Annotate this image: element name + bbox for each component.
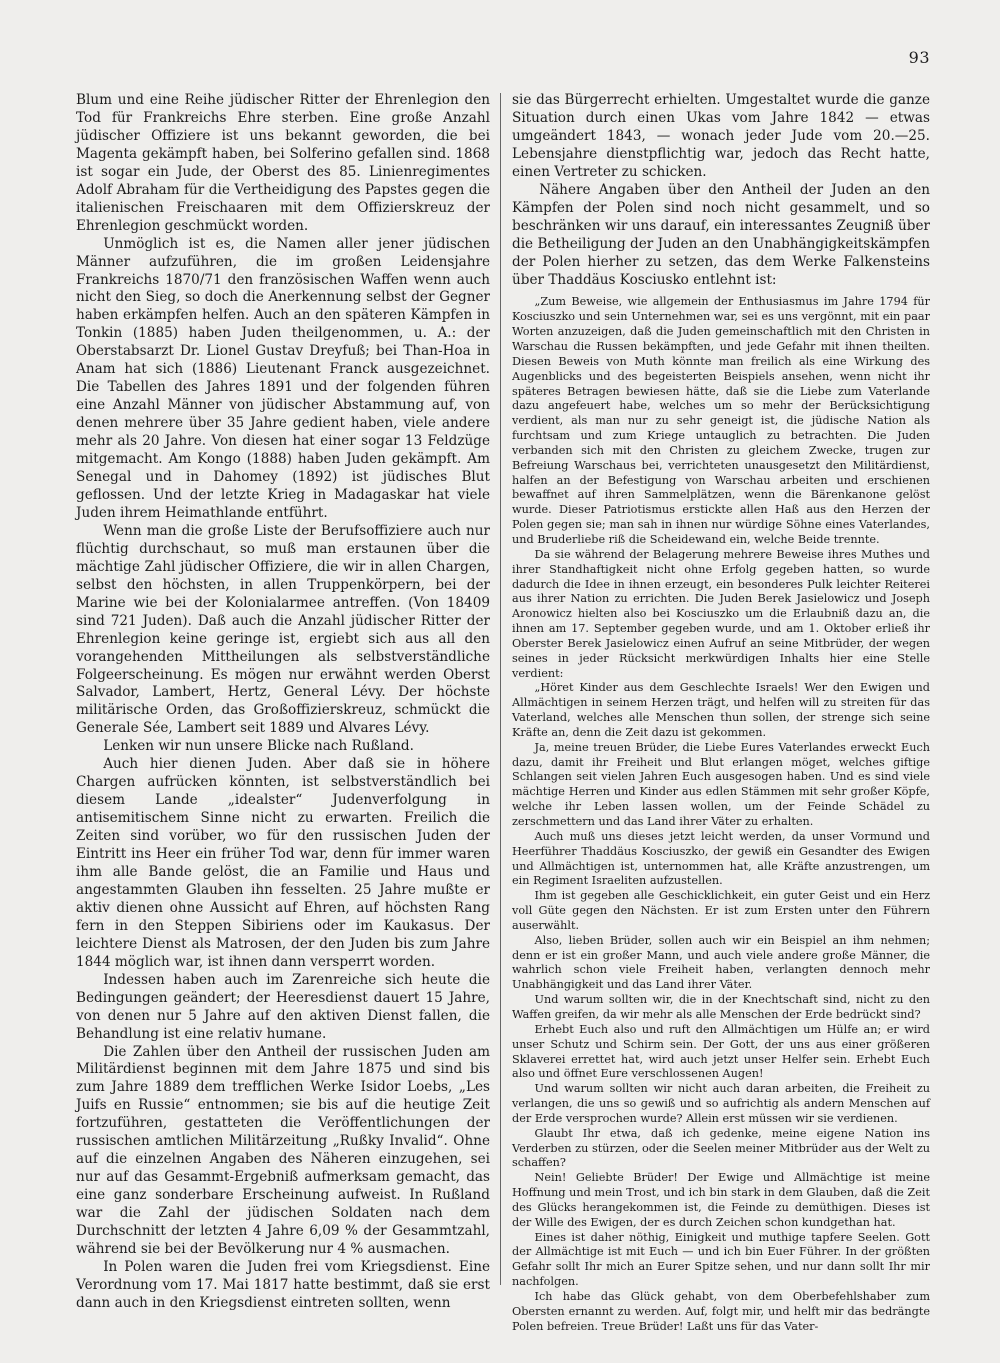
paragraph: Die Zahlen über den Antheil der russischen Juden am Militärdienst beginnen mit dem Jahre 1875 und sind bis zum Jahre 1889 dem trefflichen Werke Isidor Loebs, „Les Juifs en Russie“ entnommen; sie bis auf die heutige Zeit fortzuführen, gestatteten die Veröffentlichungen der russischen amtlichen Militärzeitung „Rußky Invalid“. Ohne auf die einzelnen Angaben des Näheren einzugehen, sei nur auf das Gesammt-Ergebniß aufmerksam gemacht, das eine ganz sonderbare Erscheinung aufweist. In Rußland war die Zahl der jüdischen Soldaten nach dem Durchschnitt der letzten 4 Jahre 6,09 % der Gesammtzahl, während sie bei der Bevölkerung nur 4 % ausmachen.: [76, 1043, 490, 1257]
page-number: 93: [908, 48, 930, 67]
quote-paragraph: Und warum sollten wir nicht auch daran arbeiten, die Freiheit zu verlangen, die uns so gewiß und so aufrichtig als andern Menschen auf der Erde versprochen wurde? Allein erst müssen wir sie verdienen.: [512, 1082, 930, 1125]
quote-paragraph: Ihm ist gegeben alle Geschicklichkeit, ein guter Geist und ein Herz voll Güte gegen den Nächsten. Er ist zum Ersten unter den Führern auserwählt.: [512, 889, 930, 932]
quote-paragraph: Da sie während der Belagerung mehrere Beweise ihres Muthes und ihrer Standhaftigkeit nicht ohne Erfolg gegeben hatten, so wurde dadurch die Idee in ihnen erzeugt, ein besonderes Pulk leichter Reiterei aus ihrer Nation zu errichten. Die Juden Berek Jasielowicz und Joseph Aronowicz hielten also bei Kosciuszko um die Erlaubniß dazu an, die ihnen am 17. September gegeben wurde, und am 1. Oktober erließ ihr Oberster Berek Jasielowicz einen Aufruf an seine Mitbrüder, der wegen seines in jeder Rücksicht merkwürdigen Inhalts hier eine Stelle verdient:: [512, 547, 930, 680]
paragraph: Lenken wir nun unsere Blicke nach Rußland.: [103, 738, 414, 755]
paragraph: Auch hier dienen Juden. Aber daß sie in höhere Chargen aufrücken könnten, ist selbstverständlich bei diesem Lande „idealster“ Judenverfolgung in antisemitischem Sinne nicht zu erwarten. Freilich die Zeiten sind vorüber, wo für den russischen Juden der Eintritt ins Heer ein früher Tod war, denn für immer waren ihm alle Bande gelöst, die an Familie und Haus und angestammten Glauben ihn fesselten. 25 Jahre mußte er aktiv dienen ohne Aussicht auf Ehren, auf höchsten Rang fern in den Steppen Sibiriens oder im Kaukasus. Der leichtere Dienst als Matrosen, der den Juden bis zum Jahre 1844 möglich war, ist ihnen dann versperrt worden.: [76, 756, 490, 970]
paragraph: Wenn man die große Liste der Berufsoffiziere auch nur flüchtig durchschaut, so muß man erstaunen über die mächtige Zahl jüdischer Offiziere, die wir in allen Chargen, selbst den höchsten, in allen Truppenkörpern, bei der Marine wie bei der Kolonialarmee antreffen. (Von 18409 sind 721 Juden). Daß auch die Anzahl jüdischer Ritter der Ehrenlegion keine geringe ist, ergiebt sich aus all den vorangehenden Mittheilungen als selbstverständliche Folgeerscheinung. Es mögen nur erwähnt werden Oberst Salvador, Lambert, Hertz, General Lévy. Der höchste militärische Orden, das Großoffizierskreuz, schmückt die Generale Sée, Lambert seit 1889 und Alvares Lévy.: [76, 522, 490, 737]
quote-paragraph: Glaubt Ihr etwa, daß ich gedenke, meine eigene Nation ins Verderben zu stürzen, oder die Seelen meiner Mitbrüder aus der Welt zu schaffen?: [512, 1126, 930, 1170]
quote-paragraph: „Zum Beweise, wie allgemein der Enthusiasmus im Jahre 1794 für Kosciuszko und sein Unternehmen war, sei es uns vergönnt, mit ein paar Worten anzuzeigen, daß die Juden gemeinschaftlich mit den Christen in Warschau die Russen bekämpften, und jede Gefahr mit ihnen theilten. Diesen Beweis von Muth könnte man freilich als eine Wirkung des Augenblicks und des begeisterten Beispiels ansehen, wenn nicht ihr späteres Betragen bewiesen hätte, daß sie die Liebe zum Vaterlande dazu angefeuert habe, welches um so mehr der Berücksichtigung verdient, als man nur zu sehr geneigt ist, die jüdische Nation als furchtsam und zum Kriege untauglich zu betrachten. Die Juden verbanden sich mit den Christen zu gleichem Zwecke, trugen zur Befreiung Warschaus bei, verrichteten unausgesetzt den Militärdienst, halfen an der Befestigung von Warschau arbeiten und erschienen bewaffnet auf ihren Sammelplätzen, wenn die Bärenkanone gelöst wurde. Dieser Patriotismus erstickte allen Haß aus den Herzen der Polen gegen sie; man sah in ihnen nur würdige Söhne eines Vaterlandes, und Bruderliebe riß die Scheidewand ein, welche Beide trennte.: [512, 295, 930, 546]
quote-paragraph: Und warum sollten wir, die in der Knechtschaft sind, nicht zu den Waffen greifen, da wir mehr als alle Menschen der Erde bedrückt sind?: [512, 993, 930, 1021]
quote-paragraph: Auch muß uns dieses jetzt leicht werden, da unser Vormund und Heerführer Thaddäus Kosciuszko, der gewiß ein Gesandter des Ewigen und Allmächtigen ist, unternommen hat, alle Kräfte anzustrengen, um ein Regiment Israeliten aufzustellen.: [512, 829, 930, 888]
column-divider: [500, 93, 501, 1285]
quote-paragraph: Also, lieben Brüder, sollen auch wir ein Beispiel an ihm nehmen; denn er ist ein großer Mann, und auch viele andere große Männer, die wahrlich schon viele Freiheit haben, verlangten dennoch mehr Unabhängigkeit und das Land ihrer Väter.: [512, 933, 930, 992]
paragraph: Indessen haben auch im Zarenreiche sich heute die Bedingungen geändert; der Heeresdienst dauert 15 Jahre, von denen nur 5 Jahre auf den aktiven Dienst fallen, die Behandlung ist eine relativ humane.: [76, 971, 490, 1042]
right-column: [512, 92, 930, 1335]
paragraph: Unmöglich ist es, die Namen aller jener jüdischen Männer aufzuführen, die im großen Leidensjahre Frankreichs 1870/71 den französischen Waffen wenn auch nicht den Sieg, so doch die Anerkennung selbst der Gegner haben erkämpfen helfen. Auch an den späteren Kämpfen in Tonkin (1885) haben Juden theilgenommen, u. A.: der Oberstabsarzt Dr. Lionel Gustav Dreyfuß; bei Than-Hoa in Anam hat sich (1886) Lieutenant Franck ausgezeichnet. Die Tabellen des Jahres 1891 und der folgenden führen eine Anzahl Männer von jüdischer Abstammung auf, von denen mehrere über 35 Jahre gedient haben, viele andere mehr als 20 Jahre. Von diesen hat einer sogar 13 Feldzüge mitgemacht. Am Kongo (1888) haben Juden gekämpft. Am Senegal und in Dahomey (1892) ist jüdisches Blut geflossen. Und der letzte Krieg in Madagaskar hat viele Juden ihrem Heimathlande entführt.: [76, 235, 490, 521]
left-column: [76, 92, 490, 1313]
quote-paragraph: Ich habe das Glück gehabt, von dem Oberbefehlshaber zum Obersten ernannt zu werden. Auf, folgt mir, und helft mir das bedrängte Polen befreien. Treue Brüder! Laßt uns für das Vater-: [512, 1290, 930, 1333]
quote-paragraph: Erhebt Euch also und ruft den Allmächtigen um Hülfe an; er wird unser Schutz und Schirm sein. Der Gott, der uns aus einer größeren Sklaverei errettet hat, wird auch jetzt unser Helfer sein. Erhebt Euch also und öffnet Eure verschlossenen Augen!: [512, 1022, 930, 1081]
paragraph: sie das Bürgerrecht erhielten. Umgestaltet wurde die ganze Situation durch einen Ukas vom Jahre 1842 — etwas umgeändert 1843, — wonach jeder Jude vom 20.—25. Lebensjahre dienstpflichtig war, jedoch das Recht hatte, einen Vertreter zu schicken.: [512, 92, 930, 180]
block-quote: [512, 295, 930, 1334]
paragraph: In Polen waren die Juden frei vom Kriegsdienst. Eine Verordnung vom 17. Mai 1817 hatte bestimmt, daß sie erst dann auch in den Kriegsdienst eintreten sollten, wenn: [76, 1258, 490, 1311]
paragraph: Blum und eine Reihe jüdischer Ritter der Ehrenlegion den Tod für Frankreichs Ehre sterben. Eine große Anzahl jüdischer Offiziere ist uns bekannt geworden, die bei Magenta gekämpft haben, bei Solferino gefallen sind. 1868 ist sogar ein Jude, der Oberst des 85. Linienregimentes Adolf Abraham für die Vertheidigung des Papstes gegen die italienischen Freischaaren mit dem Offizierskreuz der Ehrenlegion geschmückt worden.: [76, 92, 490, 234]
paragraph: Nähere Angaben über den Antheil der Juden an den Kämpfen der Polen sind noch nicht gesammelt, und so beschränken wir uns darauf, ein interessantes Zeugniß über die Betheiligung der Juden an den Unabhängigkeitskämpfen der Polen hierher zu setzen, das dem Werke Falkensteins über Thaddäus Kosciusko entlehnt ist:: [512, 181, 930, 288]
quote-paragraph: Nein! Geliebte Brüder! Der Ewige und Allmächtige ist meine Hoffnung und mein Trost, und ich bin stark in dem Glauben, daß die Zeit des Glücks herangekommen ist, die Feinde zu demüthigen. Dieses ist der Wille des Ewigen, der es durch Zeichen schon kundgethan hat.: [512, 1171, 930, 1229]
quote-paragraph: „Höret Kinder aus dem Geschlechte Israels! Wer den Ewigen und Allmächtigen in seinem Herzen trägt, und helfen will zu streiten für das Vaterland, welches alle Menschen thun sollen, der strenge sich seine Kräfte an, denn die Zeit dazu ist gekommen.: [512, 681, 930, 739]
quote-paragraph: Eines ist daher nöthig, Einigkeit und muthige tapfere Seelen. Gott der Allmächtige ist mit Euch — und ich bin Euer Führer. In der größten Gefahr sollt Ihr mich an Eurer Spitze sehen, und nur dann sollt Ihr mir nachfolgen.: [512, 1230, 930, 1289]
quote-paragraph: Ja, meine treuen Brüder, die Liebe Eures Vaterlandes erweckt Euch dazu, damit ihr Freiheit und Blut erlangen möget, welches giftige Schlangen seit vielen Jahren Euch ausgesogen haben. Und es sind viele mächtige Herren und Kinder aus edlen Stämmen mit sehr großer Köpfe, welche ihr Leben lassen wollen, um der Feinde Schädel zu zerschmettern und das Land ihrer Väter zu erhalten.: [512, 740, 930, 829]
